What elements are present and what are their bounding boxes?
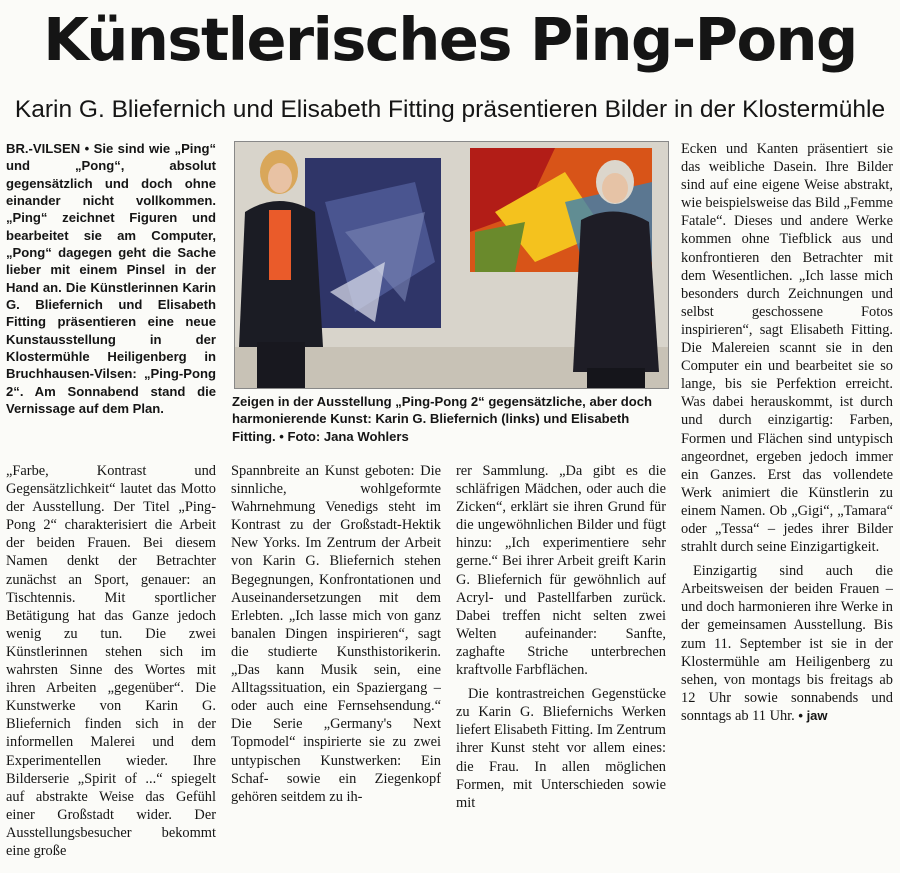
body-column-1: [6, 462, 216, 872]
lead-text: BR.-VILSEN • Sie sind wie „Ping“ und „Pong“, absolut gegensätzlich und doch ohne einander nicht vollkommen. „Ping“ zeichnet Figuren und bearbeitet sie am Computer, „Pong“ dagegen geht die Sache lieber mit einem Pinsel in der Hand an. Die Künstlerinnen Karin G. Bliefernich und Elisabeth Fitting präsentieren eine neue Kunstausstellung in der Klostermühle Heiligenberg in Bruchhausen-Vilsen: „Ping-Pong 2“. Am Sonnabend stand die Vernissage auf dem Plan.: [6, 141, 216, 417]
subheadline: Karin G. Bliefernich und Elisabeth Fitting präsentieren Bilder in der Klostermühle: [14, 96, 886, 123]
body-col2-text: Spannbreite an Kunst geboten: Die sinnliche, wohlgeformte Wahrnehmung Venedigs steht im Kontrast zu der Großstadt-Hektik New Yorks. Im Zentrum der Arbeit von Karin G. Bliefernich stehen Begegnungen, Konfrontationen und Auseinandersetzungen mit dem Erlebten. „Ich lasse mich von ganz banalen Dingen inspirieren“, sagt die studierte Kunsthistorikerin. „Das kann Musik sein, eine Alltagssituation, ein Spaziergang – oder auch eine Fernsehsendung.“ Die Serie „Germany's Next Topmodel“ inspirierte sie zu zwei untypischen Kunstwerken: Ein Schaf- sowie ein Ziegenkopf gehören seitdem zu ih-: [231, 463, 441, 805]
headline: Künstlerisches Ping-Pong: [43, 5, 857, 74]
author-byline: • jaw: [798, 707, 828, 723]
body-column-2: [231, 462, 441, 872]
photo-illustration: [235, 142, 668, 388]
body-column-3: [456, 462, 666, 872]
photo-caption: Zeigen in der Ausstellung „Ping-Pong 2“ gegensätzliche, aber doch harmonierende Kunst: Karin G. Bliefernich (links) und Elisabeth Fitting. • Foto: Jana Wohlers: [232, 394, 653, 444]
article-photo: [234, 141, 669, 389]
body-col4a-text: Ecken und Kanten präsentiert sie das weibliche Dasein. Ihre Bilder sind auf eine eigene Weise abstrakt, wie beispielsweise das Bild „Femme Fatale“. Dieses und andere Werke kommen ohne Tiefblick aus und konfrontieren den Betrachter mit dem Wesentlichen. „Ich lasse mich besonders durch Zeichnungen und selbst geschossene Fotos inspirieren“, sagt Elisabeth Fitting. Die Malereien scannt sie in den Computer ein und bearbeitet sie so lange, bis sie Perfektion erreicht. Was dabei herauskommt, ist durch und durch einzigartig: Farben, Formen und Flächen sind untypisch angeordnet, ergeben jedoch immer ein Ganzes. Erst das vollendete Werk animiert die Künstlerin zu einem Namen. Ob „Gigi“, „Tamara“ oder „Tessa“ – jedes ihrer Bilder strahlt durch seine Einzigartigkeit.: [681, 141, 893, 556]
body-col1-text: „Farbe, Kontrast und Gegensätzlichkeit“ lautet das Motto der Ausstellung. Der Titel „Ping-Pong 2“ charakterisiert die Arbeit der beiden Frauen. Bei diesem Namen denkt der Betrachter zunächst an Sport, genauer: an Tischtennis. Mit sportlicher Betätigung hat das Ganze jedoch wenig zu tun. Die zwei Künstlerinnen stehen sich im wahrsten Sinne des Wortes mit ihren Arbeiten „gegenüber“. Die Kunstwerke von Karin G. Bliefernich finden sich in der informellen Malerei und dem Experimentellen wieder. Ihre Bilderserie „Spirit of ...“ spiegelt auf abstrakte Weise das Gefühl einer Großstadt wider. Der Ausstellungsbesucher bekommt eine große: [6, 463, 216, 859]
body-col4b-text: Einzigartig sind auch die Arbeitsweisen der beiden Frauen – und doch harmonieren ihre Werke in der gemeinsamen Ausstellung. Bis zum 11. September ist sie in der Klostermühle am Heiligenberg zu sehen, von montags bis freitags ab 12 Uhr sowie sonnabends und sonntags ab 11 Uhr.: [681, 563, 893, 724]
body-column-4: [681, 140, 893, 872]
lead-paragraph: [6, 140, 216, 440]
body-col3b-text: Die kontrastreichen Gegenstücke zu Karin G. Bliefernichs Werken liefert Elisabeth Fitting. Im Zentrum ihrer Kunst steht vor allem eines: die Frau. In allen möglichen Formen, mit Unterschieden sowie mit: [456, 686, 666, 811]
body-col3a-text: rer Sammlung. „Da gibt es die schläfrigen Mädchen, oder auch die Zicken“, erklärt sie ihren Grund für die ungewöhnlichen Bilder und fügt hinzu: „Ich experimentiere sehr gerne.“ Bei ihrer Arbeit greift Karin G. Bliefernich für gewöhnlich auf Acryl- und Pastellfarben zurück. Dabei treffen nicht selten zwei Welten aufeinander: Sanfte, zaghafte Striche unterbrechen kraftvolle Farbflächen.: [456, 463, 666, 679]
